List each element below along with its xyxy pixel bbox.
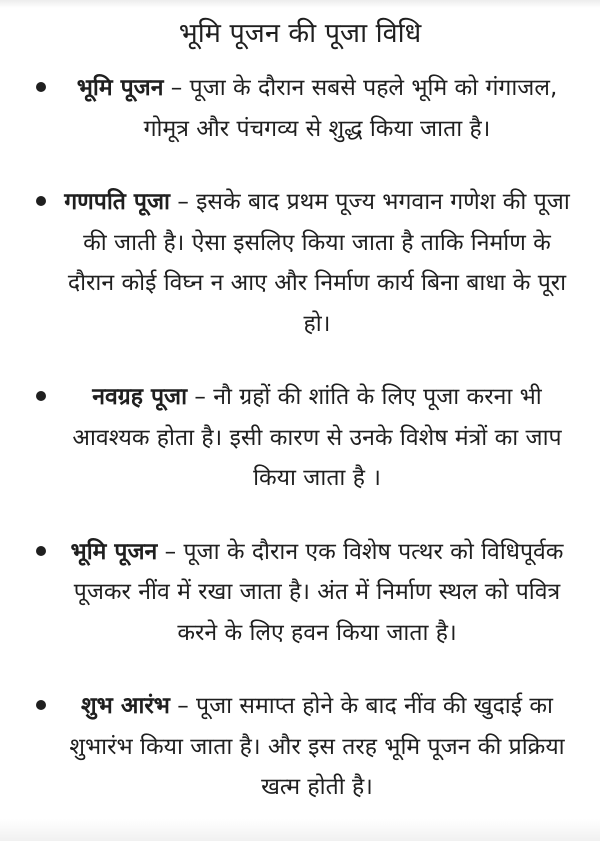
bullet-icon [36, 546, 46, 556]
item-text: पूजा समाप्त होने के बाद नींव की खुदाई का शुभारंभ किया जाता है। और इस तरह भूमि पूजन की प्रक्रिया खत्म होती है। [69, 693, 565, 800]
item-text: पूजा के दौरान सबसे पहले भूमि को गंगाजल, गोमूत्र और पंचगव्य से शुद्ध किया जाता है। [143, 75, 558, 142]
item-term: नवग्रह पूजा [92, 384, 188, 410]
list-item [0, 686, 600, 808]
item-text: इसके बाद प्रथम पूज्य भगवान गणेश की पूजा की जाती है। ऐसा इसलिए किया जाता है ताकि निर्माण के दौरान कोई विघ्न न आए और निर्माण कार्य बिना बाधा के पूरा हो। [67, 189, 570, 337]
top-edge-shade [0, 0, 600, 8]
item-separator: – [169, 693, 197, 719]
list-item [0, 182, 600, 344]
item-term: गणपति पूजा [64, 189, 171, 215]
item-term: शुभ आरंभ [81, 693, 170, 719]
item-term: भूमि पूजन [76, 75, 164, 101]
list-item [0, 377, 600, 499]
item-text: नौ ग्रहों की शांति के लिए पूजा करना भी आवश्यक होता है। इसी कारण से उनके विशेष मंत्रों का जाप किया जाता है । [72, 384, 562, 491]
item-separator: – [187, 384, 214, 410]
bullet-icon [36, 391, 46, 401]
list-item [0, 68, 600, 149]
bullet-icon [36, 196, 46, 206]
bottom-edge-shade [0, 819, 600, 841]
page-title: भूमि पूजन की पूजा विधि [178, 18, 422, 49]
item-text: पूजा के दौरान एक विशेष पत्थर को विधिपूर्वक पूजकर नींव में रखा जाता है। अंत में निर्माण स्थल को पवित्र करने के लिए हवन किया जाता है। [73, 538, 564, 646]
list-item [0, 532, 600, 654]
item-term: भूमि पूजन [70, 538, 158, 565]
bullet-icon [36, 700, 46, 710]
item-separator: – [163, 75, 190, 101]
bullet-icon [36, 82, 46, 92]
item-separator: – [157, 538, 184, 565]
puja-steps-list [0, 68, 600, 841]
item-separator: – [170, 189, 197, 215]
